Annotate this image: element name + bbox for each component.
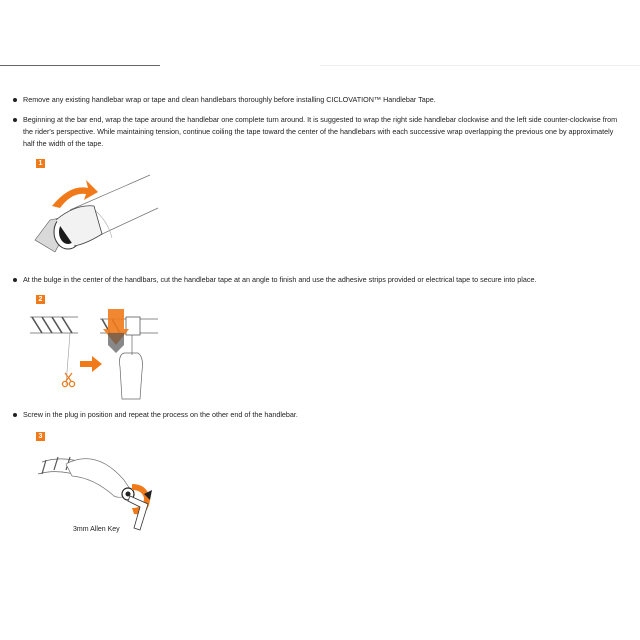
bullet-dot — [13, 278, 17, 282]
step1-wrap-illustration — [30, 170, 160, 260]
instruction-text: Beginning at the bar end, wrap the tape around the handlebar one complete turn around. It is suggested to wrap the right side handlebar clockwise and the left side counter-clockwise from the rider's perspective. While maintaining tension, continue coiling the tape toward the center of the handlebars with each successive wrap overlapping the previous one by approximately half the width of the tape. — [23, 115, 618, 148]
instruction-text: At the bulge in the center of the handlbars, cut the handlebar tape at an angle to finish and use the adhesive strips provided or electrical tape to secure into place. — [23, 275, 537, 284]
instruction-item — [13, 409, 625, 421]
allen-key-caption: 3mm Allen Key — [73, 526, 120, 533]
bullet-dot — [13, 413, 17, 417]
step-number-badge: 3 — [36, 432, 45, 441]
bullet-dot — [13, 118, 17, 122]
instruction-text: Remove any existing handlebar wrap or tape and clean handlebars thoroughly before installing CICLOVATION™ Handlebar Tape. — [23, 95, 436, 104]
header-divider-right — [320, 65, 640, 66]
bullet-dot — [13, 98, 17, 102]
instruction-item — [13, 114, 625, 150]
header-divider-left — [0, 65, 160, 66]
instruction-item — [13, 94, 625, 106]
step-number-badge: 1 — [36, 159, 45, 168]
step3-plug-illustration — [36, 444, 166, 534]
instruction-text: Screw in the plug in position and repeat the process on the other end of the handlebar. — [23, 410, 298, 419]
step2-cut-illustration — [28, 305, 163, 400]
instruction-item — [13, 274, 625, 286]
step-number-badge: 2 — [36, 295, 45, 304]
